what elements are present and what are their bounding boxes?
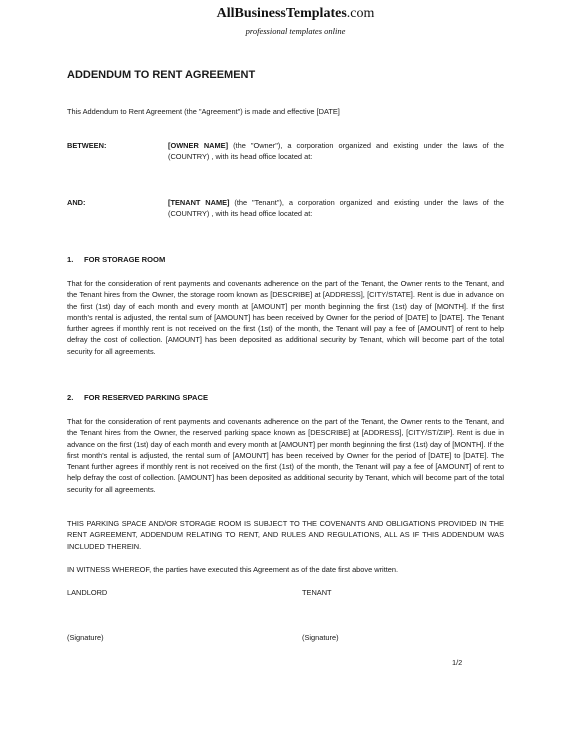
landlord-label: LANDLORD bbox=[67, 588, 108, 597]
logo-part-3: .com bbox=[346, 6, 375, 21]
logo-part-1: AllBusiness bbox=[216, 6, 286, 21]
tenant-description: (the "Tenant"), a corporation organized and existing under the laws of the (COUNTRY) , with its head office located at: bbox=[168, 198, 504, 219]
owner-name: [OWNER NAME] bbox=[168, 141, 229, 150]
section-2-number: 2. bbox=[67, 393, 74, 402]
tagline: professional templates online bbox=[245, 26, 346, 36]
tenant-name: [TENANT NAME] bbox=[168, 198, 230, 207]
and-label: AND: bbox=[67, 198, 86, 207]
intro-text: This Addendum to Rent Agreement (the "Agreement") is made and effective [DATE] bbox=[67, 107, 340, 116]
section-1-heading: FOR STORAGE ROOM bbox=[84, 255, 166, 264]
owner-description: (the "Owner"), a corporation organized and existing under the laws of the (COUNTRY) , with its head office located at: bbox=[168, 141, 504, 162]
section-1-number: 1. bbox=[67, 255, 74, 264]
logo-part-2: Templates bbox=[285, 6, 347, 21]
landlord-signature: (Signature) bbox=[67, 633, 104, 642]
section-2-body: That for the consideration of rent payments and covenants adherence on the part of the Tenant, the Owner rents to the Tenant, and the Tenant hires from the Owner, the reserved parking space known as [DESCRIBE] at [ADDRESS], [CITY/ST/ZIP]. Rent is due in advance on the first (1st) day of each month and every month at [AMOUNT] per month beginning the first (1st) day of [MONTH]. If the first month's rental is adjusted, the rental sum of [AMOUNT] has been received by Owner for the period of [DATE] to [DATE]. The Tenant further agrees if monthly rent is not received on the first (1st) of the month, the Tenant will pay a fee of [AMOUNT] of rent to help defray the cost of collection. [AMOUNT] has been deposited as additional security by Tenant, which will become part of the total security for all agreements. bbox=[67, 417, 504, 494]
section-1-body: That for the consideration of rent payments and covenants adherence on the part of the Tenant, the Owner rents to the Tenant, and the Tenant hires from the Owner, the storage room known as [DESCRIBE] at [ADDRESS], [CITY/STATE]. Rent is due in advance on the first (1st) day of each month and every month at [AMOUNT] per month beginning the first (1st) day of [MONTH]. If the first month's rental is adjusted, the rental sum of [AMOUNT] has been received by Owner for the period of [DATE] to [DATE]. The Tenant further agrees if monthly rent is not received on the first (1st) of the month, the Tenant will pay a fee of [AMOUNT] of rent to help defray the cost of collection. [AMOUNT] has been deposited as additional security by Tenant, which will become part of the total security for all agreements. bbox=[67, 279, 504, 356]
subject-clause: THIS PARKING SPACE AND/OR STORAGE ROOM IS SUBJECT TO THE COVENANTS AND OBLIGATIONS PROVIDED IN THE RENT AGREEMENT, ADDENDUM RELATING TO RENT, AND RULES AND REGULATIONS, ALL AS IF THIS ADDENDUM WAS INCLUDED THEREIN. bbox=[67, 519, 504, 551]
document-title: ADDENDUM TO RENT AGREEMENT bbox=[67, 69, 256, 81]
tenant-label: TENANT bbox=[302, 588, 332, 597]
section-2-heading: FOR RESERVED PARKING SPACE bbox=[84, 393, 209, 402]
between-label: BETWEEN: bbox=[67, 141, 107, 150]
tenant-signature: (Signature) bbox=[302, 633, 339, 642]
owner-party-block bbox=[168, 140, 504, 163]
tenant-party-block bbox=[168, 197, 504, 220]
witness-statement: IN WITNESS WHEREOF, the parties have executed this Agreement as of the date first above written. bbox=[67, 565, 399, 574]
page-number: 1/2 bbox=[452, 658, 463, 667]
site-logo bbox=[0, 6, 571, 22]
